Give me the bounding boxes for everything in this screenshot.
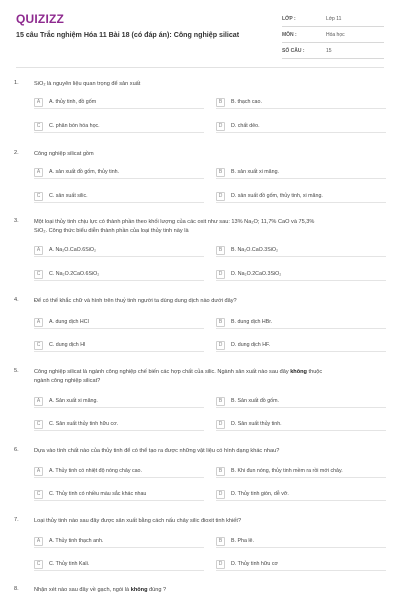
question-text: SiO₂ là nguyên liệu quan trọng để sản xuất: [34, 81, 141, 87]
worksheet-header: [0, 0, 400, 64]
question-text-line: [34, 368, 384, 377]
option-text: A. sản xuất đồ gốm, thủy tinh.: [49, 169, 120, 175]
option-text: A. Thủy tinh thạch anh.: [49, 538, 104, 544]
question-text: Dựa vào tính chất nào của thủy tinh để có thể tạo ra được những vật liệu có hình dạng khác nhau?: [34, 448, 280, 454]
option-b[interactable]: [216, 466, 386, 478]
meta-value: Lớp 11: [326, 16, 342, 22]
meta-row-class: [282, 13, 384, 27]
option-letter: A: [34, 397, 43, 406]
option-text: C. phân bón hóa học.: [49, 123, 100, 129]
option-c[interactable]: [34, 269, 204, 281]
option-letter: B: [216, 246, 225, 255]
option-text: C. Thủy tinh Kali.: [49, 561, 90, 567]
meta-value: 15: [326, 48, 332, 54]
option-letter: A: [34, 246, 43, 255]
option-text: D. sản xuất đồ gốm, thủy tinh, xi măng.: [231, 193, 323, 199]
option-text: C. Na₂O.2CaO.6SiO₂: [49, 271, 100, 277]
question-number: 7.: [14, 517, 19, 523]
question-text: Công nghiệp silicat gồm: [34, 151, 94, 157]
option-c[interactable]: [34, 419, 204, 431]
option-text: A. Na₂O.CaO.6SiO₂: [49, 247, 97, 253]
option-letter: A: [34, 537, 43, 546]
option-a[interactable]: [34, 317, 204, 329]
option-b[interactable]: [216, 317, 386, 329]
question-text: [34, 218, 384, 235]
option-letter: B: [216, 318, 225, 327]
option-letter: B: [216, 537, 225, 546]
page-title: 15 câu Trắc nghiệm Hóa 11 Bài 18 (có đáp án): Công nghiệp silicat: [16, 31, 240, 39]
option-letter: C: [34, 122, 43, 131]
option-letter: B: [216, 98, 225, 107]
option-d[interactable]: [216, 191, 386, 203]
question-text: Để có thể khắc chữ và hình trên thuỷ tinh người ta dùng dung dịch nào dưới đây?: [34, 298, 237, 304]
option-letter: A: [34, 168, 43, 177]
meta-value: Hóa học: [326, 32, 345, 38]
option-c[interactable]: [34, 191, 204, 203]
option-letter: B: [216, 397, 225, 406]
option-letter: D: [216, 341, 225, 350]
question-text-segment: Nhận xét nào sau đây về gạch, ngói là: [34, 587, 131, 593]
question-number: 3.: [14, 218, 19, 224]
option-b[interactable]: [216, 167, 386, 179]
option-text: D. Thủy tinh giòn, dễ vỡ.: [231, 491, 289, 497]
option-b[interactable]: [216, 536, 386, 548]
option-b[interactable]: [216, 396, 386, 408]
option-text: B. Pha lê.: [231, 538, 254, 544]
option-d[interactable]: [216, 340, 386, 352]
question-number: 6.: [14, 447, 19, 453]
option-c[interactable]: [34, 121, 204, 133]
option-letter: D: [216, 192, 225, 201]
option-letter: A: [34, 98, 43, 107]
option-d[interactable]: [216, 419, 386, 431]
option-letter: C: [34, 420, 43, 429]
question-number: 8.: [14, 586, 19, 592]
option-c[interactable]: [34, 340, 204, 352]
question-text-segment: thuộc: [306, 369, 323, 375]
option-a[interactable]: [34, 167, 204, 179]
option-text: A. dung dịch HCl: [49, 319, 89, 325]
option-c[interactable]: [34, 489, 204, 501]
option-letter: C: [34, 192, 43, 201]
option-a[interactable]: [34, 396, 204, 408]
option-text: C. sản xuất silic.: [49, 193, 88, 199]
quizizz-logo: QUIZIZZ: [16, 12, 65, 26]
question-number: 4.: [14, 297, 19, 303]
option-text: B. Sản xuất đồ gốm.: [231, 398, 279, 404]
option-text: B. thạch cao.: [231, 99, 262, 105]
option-text: D. chất dẻo.: [231, 123, 260, 129]
meta-label: MÔN :: [282, 32, 297, 38]
option-letter: B: [216, 467, 225, 476]
option-text: B. Khi đun nóng, thủy tinh mềm ra rồi mới chảy.: [231, 468, 343, 474]
option-text: A. thủy tinh, đồ gốm: [49, 99, 97, 105]
option-text: D. dung dịch HF.: [231, 342, 271, 348]
question-number: 2.: [14, 150, 19, 156]
option-d[interactable]: [216, 269, 386, 281]
option-a[interactable]: [34, 245, 204, 257]
option-a[interactable]: [34, 97, 204, 109]
option-letter: D: [216, 560, 225, 569]
option-d[interactable]: [216, 489, 386, 501]
option-letter: D: [216, 270, 225, 279]
option-text: C. Sản xuất thủy tinh hữu cơ.: [49, 421, 119, 427]
option-letter: D: [216, 122, 225, 131]
question-text-line: Một loại thủy tinh chịu lực có thành phần theo khối lượng của các oxit như sau: 13% Na₂O; 11,7% CaO và 75,3%: [34, 219, 315, 225]
option-text: D. Sản xuất thủy tinh.: [231, 421, 282, 427]
option-letter: C: [34, 341, 43, 350]
question-text-line: ngành công nghiệp silicat?: [34, 377, 101, 384]
option-text: A. Thủy tinh có nhiệt độ nóng chảy cao.: [49, 468, 142, 474]
option-letter: C: [34, 560, 43, 569]
option-b[interactable]: [216, 245, 386, 257]
question-text-line: SiO₂. Công thức biểu diễn thành phần của loại thủy tinh này là: [34, 227, 189, 234]
question-text-segment: đúng ?: [147, 587, 167, 593]
option-text: A. Sản xuất xi măng.: [49, 398, 98, 404]
option-letter: A: [34, 318, 43, 327]
option-text: D. Thủy tinh hữu cơ: [231, 561, 278, 567]
option-text: B. Na₂O.CaO.3SiO₂: [231, 247, 279, 253]
option-text: D. Na₂O.2CaO.3SiO₂: [231, 271, 282, 277]
option-text: B. sản xuất xi măng.: [231, 169, 279, 175]
question-emphasis: không: [130, 587, 148, 593]
option-b[interactable]: [216, 97, 386, 109]
option-text: C. Thủy tinh có nhiều màu sắc khác nhau: [49, 491, 147, 497]
question-number: 5.: [14, 368, 19, 374]
option-c[interactable]: [34, 559, 204, 571]
meta-row-count: [282, 45, 384, 59]
option-letter: C: [34, 270, 43, 279]
question-text-segment: Công nghiệp silicat là ngành công nghiệp chế biến các hợp chất của silic. Ngành sản xuất nào sau đây: [34, 369, 291, 375]
question-text: [34, 586, 384, 595]
option-text: C. dung dịch HI: [49, 342, 86, 348]
question-number: 1.: [14, 80, 19, 86]
meta-row-subject: [282, 29, 384, 43]
option-letter: D: [216, 490, 225, 499]
question-text: [34, 368, 384, 385]
option-a[interactable]: [34, 466, 204, 478]
option-letter: A: [34, 467, 43, 476]
option-d[interactable]: [216, 121, 386, 133]
meta-label: LỚP :: [282, 16, 296, 22]
option-a[interactable]: [34, 536, 204, 548]
question-text: Loại thủy tinh nào sau đây được sản xuất bằng cách nấu chảy silic đioxit tinh khiết?: [34, 518, 242, 524]
meta-label: SỐ CÂU :: [282, 48, 305, 54]
option-text: B. dung dịch HBr.: [231, 319, 273, 325]
option-letter: D: [216, 420, 225, 429]
question-emphasis: không: [290, 369, 307, 375]
option-d[interactable]: [216, 559, 386, 571]
header-divider: [16, 67, 384, 68]
option-letter: C: [34, 490, 43, 499]
option-letter: B: [216, 168, 225, 177]
